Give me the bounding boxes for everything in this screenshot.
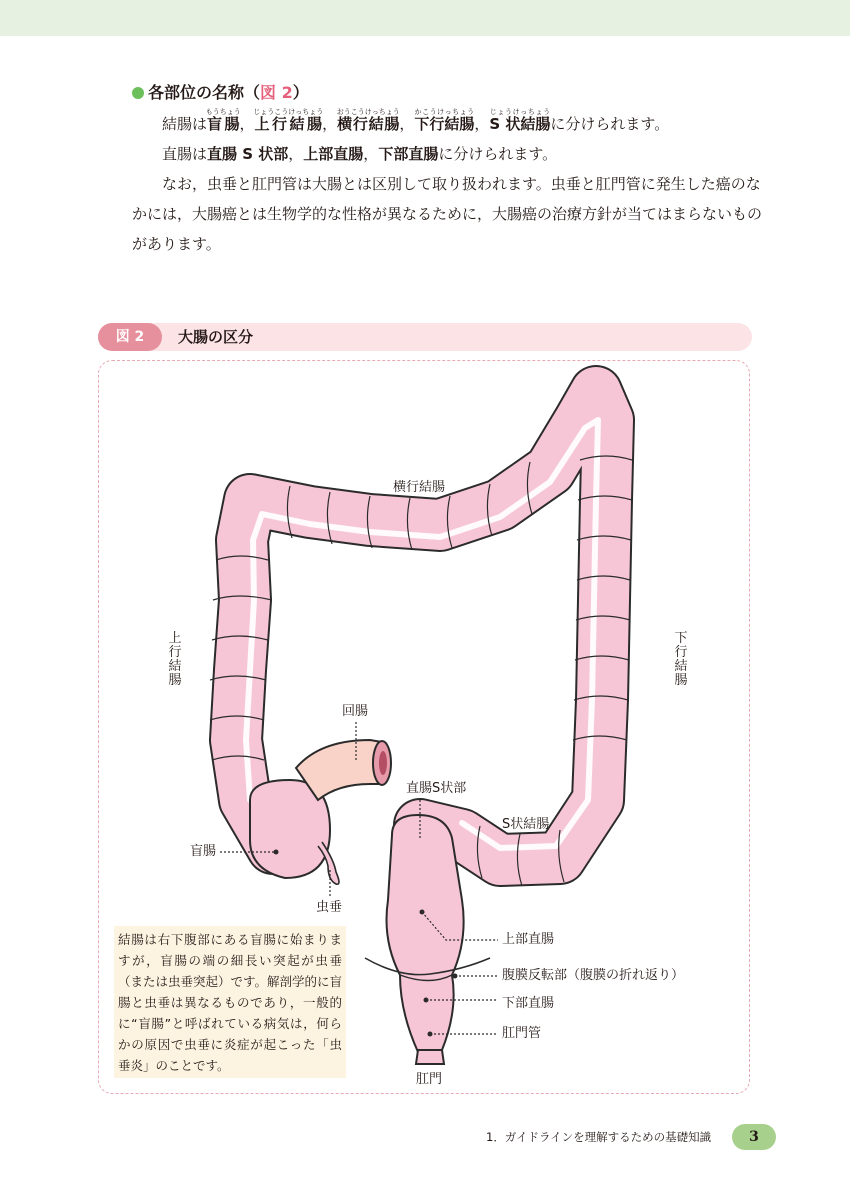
appendix-note-box: 結腸は右下腹部にある盲腸に始まりますが，盲腸の端の細長い突起が虫垂（または虫垂突起）です。解剖学的に盲腸と虫垂は異なるものであり，一般的に“盲腸”と呼ばれている病気は，何らかの原因で虫垂に炎症が起こった「虫垂炎」のことです。 [114,926,346,1078]
colon-sentence: 結腸は盲腸もうちょう，上行結腸じょうこうけっちょう，横行結腸おうこうけっちょう，下行結腸かこうけっちょう，S 状結腸じょうけっちょうに分けられます。 [162,108,670,133]
label-ileum: 回腸 [342,704,369,719]
label-peritoneal-reflection: 腹膜反転部（腹膜の折れ返り） [502,968,685,983]
figure-reference: 図 2 [260,83,293,102]
label-anal-canal: 肛門管 [502,1026,542,1041]
bullet-dot-icon [132,87,144,99]
label-appendix: 虫垂 [316,900,343,915]
label-rectosigmoid: 直腸S状部 [406,781,467,796]
label-descending-colon: 下行結腸 [674,631,688,688]
rectum-shape [387,815,464,1052]
term-ascending-colon: 上行結腸じょうこうけっちょう [253,108,324,133]
top-header-band [0,0,850,36]
footer-chapter-title: 1．ガイドラインを理解するための基礎知識 [486,1130,712,1144]
label-sigmoid-colon: S状結腸 [502,817,550,832]
label-cecum: 盲腸 [190,844,217,859]
term-sigmoid-colon: S 状結腸じょうけっちょう [489,108,551,133]
label-upper-rectum: 上部直腸 [502,932,555,947]
label-ascending-colon: 上行結腸 [168,631,182,688]
term-transverse-colon: 横行結腸おうこうけっちょう [336,108,400,133]
figure-badge: 図 2 [98,323,162,351]
rectum-sentence: 直腸は直腸 S 状部，上部直腸，下部直腸に分けられます。 [162,145,558,163]
term-upper-rectum: 上部直腸 [303,145,364,163]
page-number-badge: 3 [732,1124,776,1150]
label-lower-rectum: 下部直腸 [502,996,555,1011]
term-descending-colon: 下行結腸かこうけっちょう [414,108,475,133]
figure-title: 大腸の区分 [178,328,254,346]
text-section [132,78,772,259]
figure-title-bar [98,323,752,351]
label-anus: 肛門 [416,1072,443,1087]
label-transverse-colon: 横行結腸 [393,480,446,495]
appendix-note-paragraph: なお，虫垂と肛門管は大腸とは区別して取り扱われます。虫垂と肛門管に発生した癌のなかには，大腸癌とは生物学的な性格が異なるために，大腸癌の治療方針が当てはまらないものがあります。 [132,175,763,253]
term-rectosigmoid: 直腸 S 状部 [207,145,289,163]
term-cecum: 盲腸もうちょう [205,108,241,133]
term-lower-rectum: 下部直腸 [378,145,439,163]
section-heading: 各部位の名称（図 2） [132,78,772,108]
